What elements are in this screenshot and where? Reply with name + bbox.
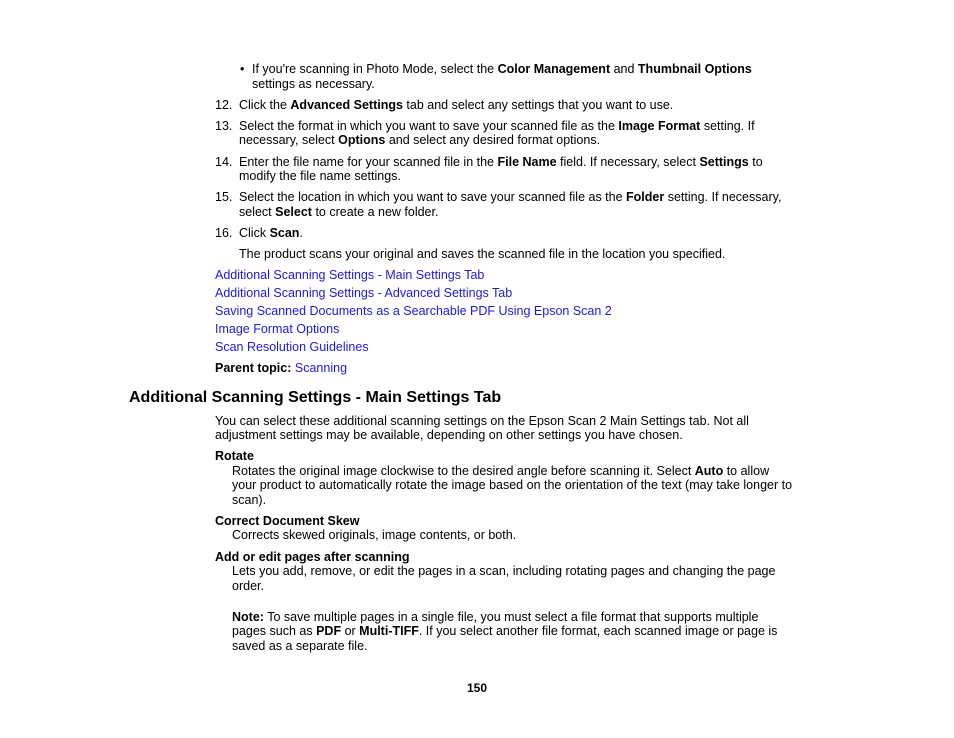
addedit-line-2: order. <box>232 579 264 593</box>
step-number: 13. <box>215 119 233 133</box>
rotate-line-3: scan). <box>232 493 267 507</box>
addedit-line-1: Lets you add, remove, or edit the pages in a scan, including rotating pages and changing the page <box>232 564 776 578</box>
bullet-line-1: If you're scanning in Photo Mode, select the Color Management and Thumbnail Options <box>252 62 752 76</box>
step-12-text: Click the Advanced Settings tab and select any settings that you want to use. <box>239 98 674 112</box>
bullet-line-2: settings as necessary. <box>252 77 375 91</box>
term-correct-document-skew: Correct Document Skew <box>215 514 360 528</box>
step-15-line-1: Select the location in which you want to save your scanned file as the Folder setting. If necessary, <box>239 190 782 204</box>
step-number: 12. <box>215 98 233 112</box>
step-14-line-1: Enter the file name for your scanned file in the File Name field. If necessary, select Settings to <box>239 155 763 169</box>
step-number: 16. <box>215 226 233 240</box>
parent-topic-label: Parent topic: <box>215 361 292 375</box>
step-result: The product scans your original and saves the scanned file in the location you specified. <box>239 247 726 261</box>
note-line-1: Note: To save multiple pages in a single file, you must select a file format that supports multiple <box>232 610 759 624</box>
section-heading: Additional Scanning Settings - Main Settings Tab <box>129 389 502 406</box>
rotate-line-2: your product to automatically rotate the image based on the orientation of the text (may take longer to <box>232 478 793 492</box>
link-main-settings-tab[interactable]: Additional Scanning Settings - Main Settings Tab <box>215 268 485 282</box>
link-searchable-pdf[interactable]: Saving Scanned Documents as a Searchable PDF Using Epson Scan 2 <box>215 304 612 318</box>
step-13-line-2: necessary, select Options and select any desired format options. <box>239 133 601 147</box>
step-14-line-2: modify the file name settings. <box>239 169 401 183</box>
link-image-format-options[interactable]: Image Format Options <box>215 322 340 336</box>
term-rotate: Rotate <box>215 449 254 463</box>
parent-topic-link[interactable]: Scanning <box>294 361 348 375</box>
bullet-marker: • <box>240 62 245 76</box>
intro-line-1: You can select these additional scanning settings on the Epson Scan 2 Main Settings tab. Not all <box>215 414 749 428</box>
parent-topic <box>215 361 347 376</box>
term-add-edit-pages: Add or edit pages after scanning <box>215 550 410 564</box>
step-16-text: Click Scan. <box>239 226 303 240</box>
link-advanced-settings-tab[interactable]: Additional Scanning Settings - Advanced Settings Tab <box>215 286 513 300</box>
note-line-3: saved as a separate file. <box>232 639 368 653</box>
step-number: 15. <box>215 190 233 204</box>
intro-line-2: adjustment settings may be available, depending on other settings you have chosen. <box>215 428 683 442</box>
step-15-line-2: select Select to create a new folder. <box>239 205 439 219</box>
rotate-line-1: Rotates the original image clockwise to the desired angle before scanning it. Select Auto to allow <box>232 464 770 478</box>
page-number: 150 <box>466 681 488 695</box>
link-scan-resolution-guidelines[interactable]: Scan Resolution Guidelines <box>215 340 369 354</box>
skew-description: Corrects skewed originals, image contents, or both. <box>232 528 517 542</box>
step-13-line-1: Select the format in which you want to save your scanned file as the Image Format setting. If <box>239 119 755 133</box>
step-number: 14. <box>215 155 233 169</box>
note-line-2: pages such as PDF or Multi-TIFF. If you select another file format, each scanned image or page is <box>232 624 778 638</box>
